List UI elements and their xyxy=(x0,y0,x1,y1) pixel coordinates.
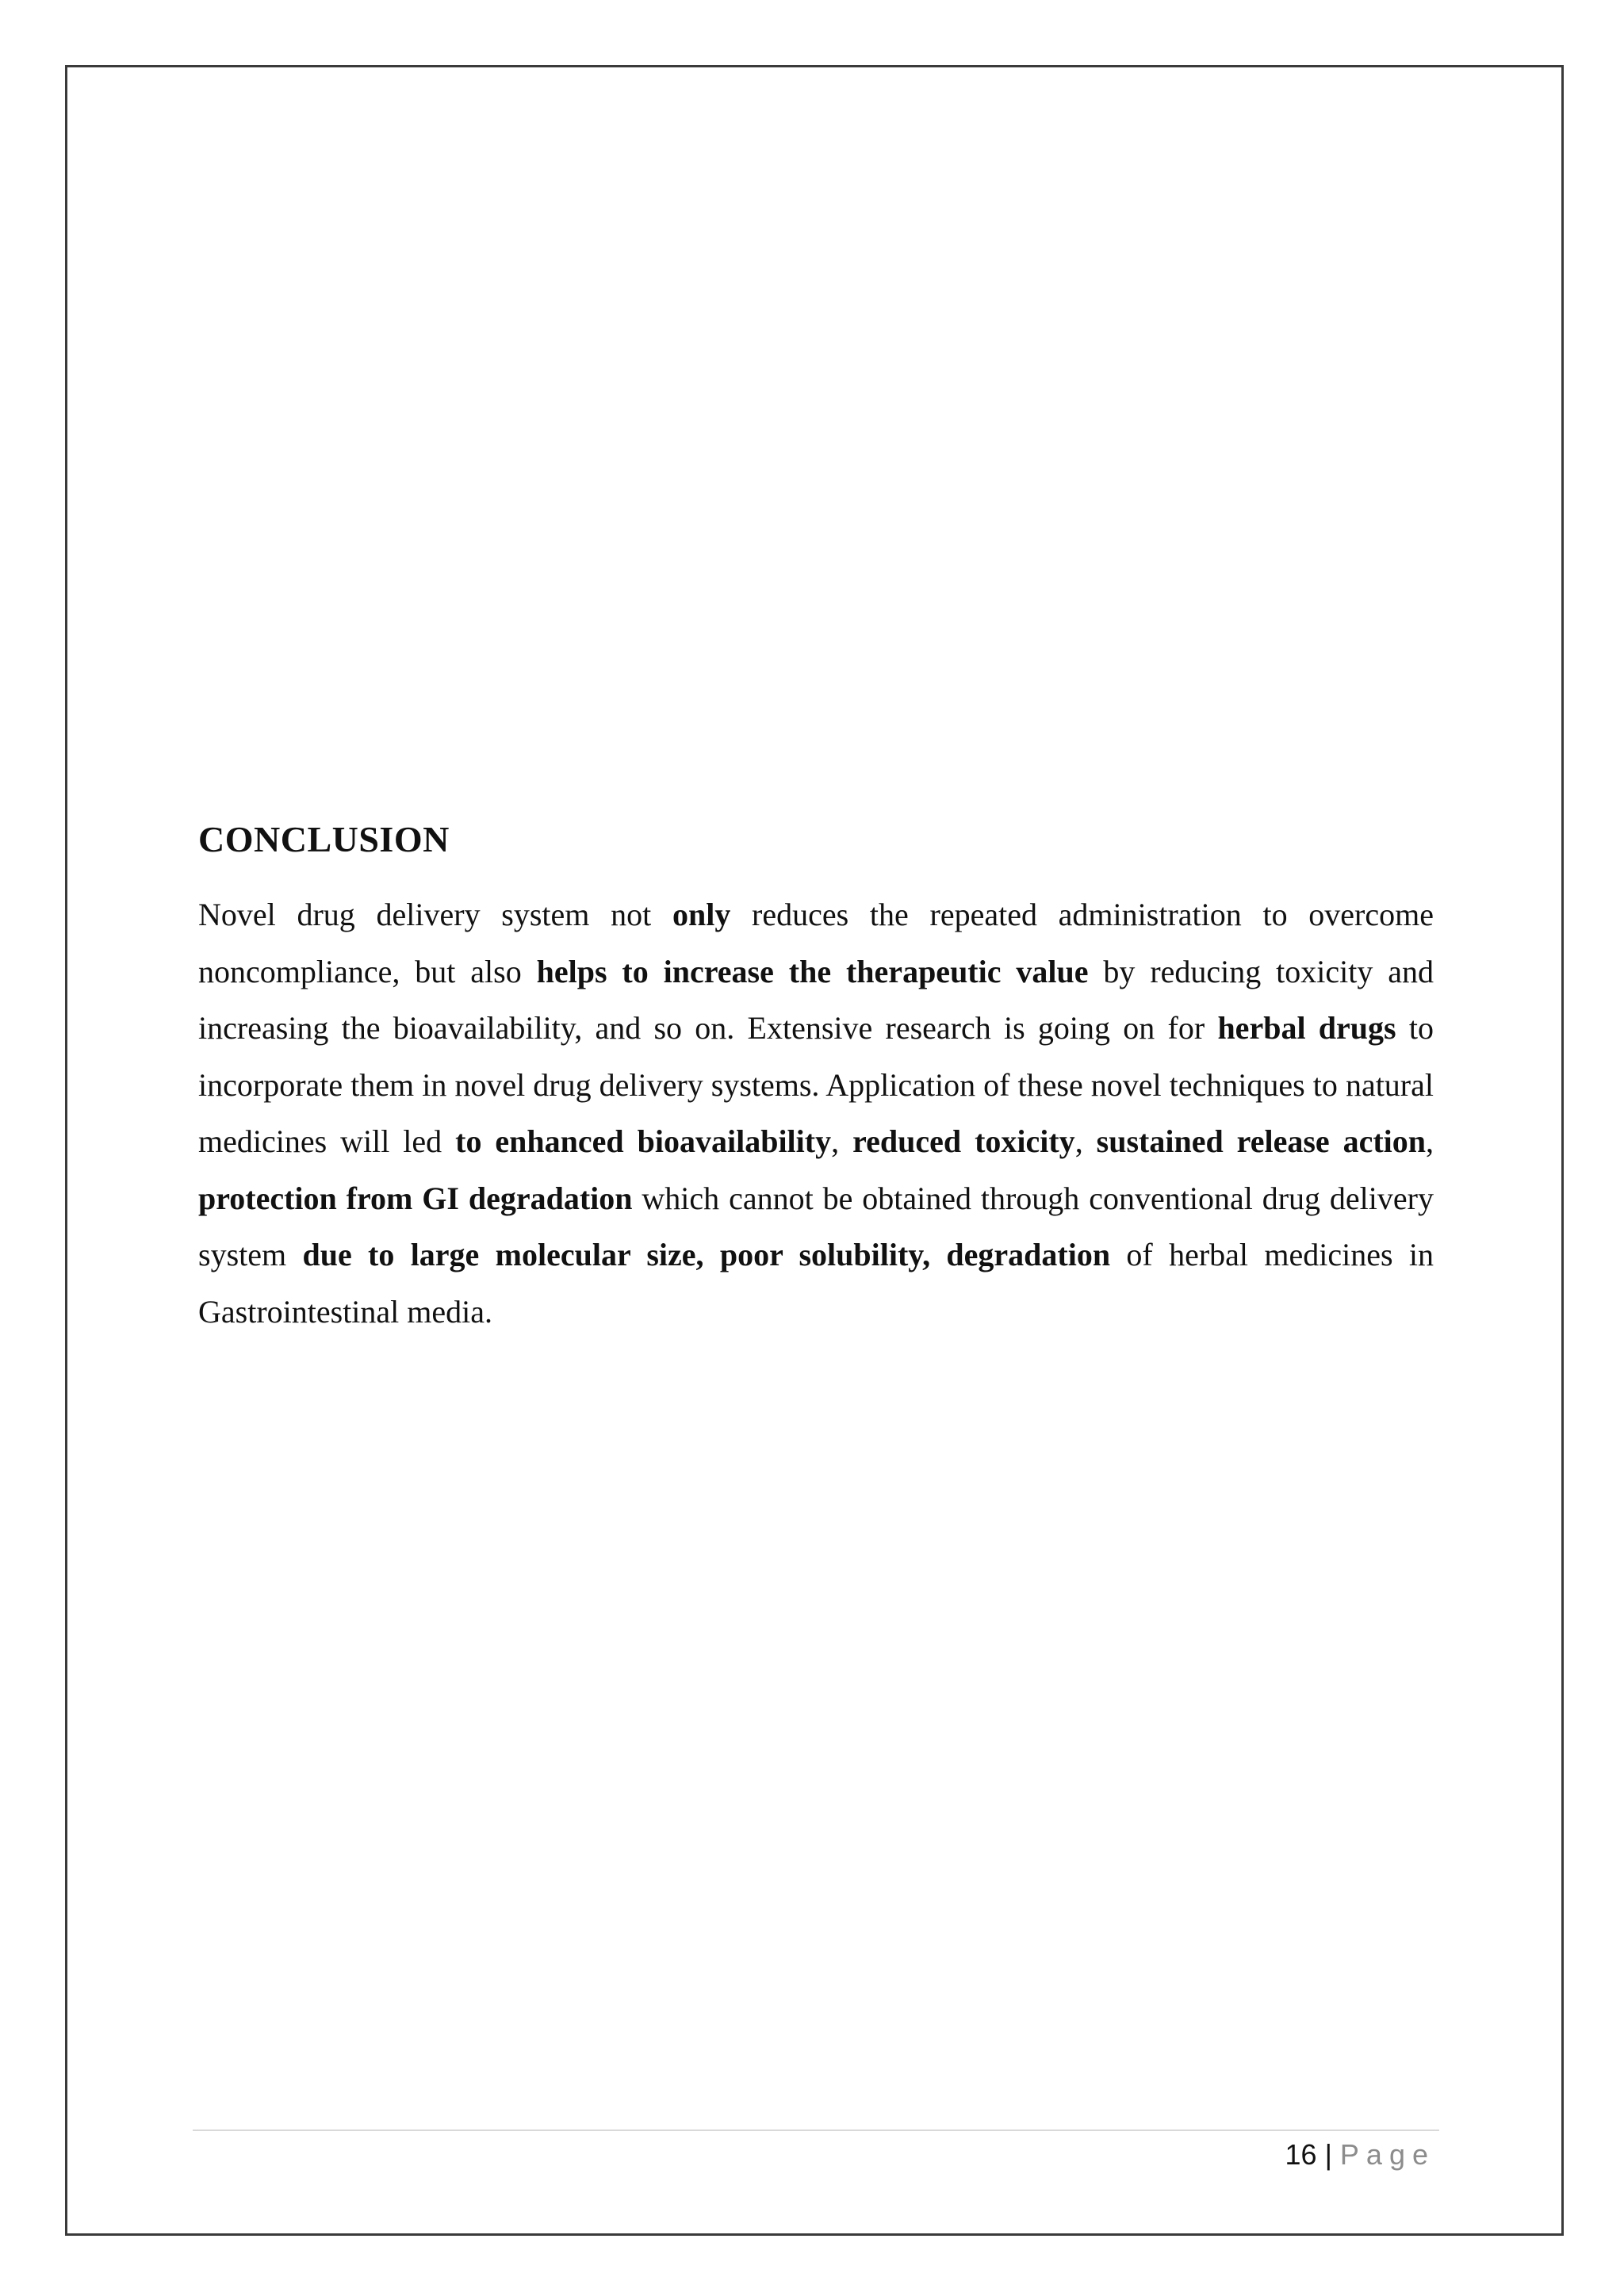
paragraph-segment: to incorporate them in novel drug delivery systems. Application of these novel techniques to natural medicines will led xyxy=(198,1010,1434,1159)
paragraph-segment-bold: reduced toxicity xyxy=(852,1123,1075,1159)
paragraph-segment-bold: to enhanced bioavailability xyxy=(455,1123,832,1159)
paragraph-segment: by reducing toxicity and increasing the bioavailability, and so on. Extensive research is going on for xyxy=(198,953,1434,1046)
paragraph-segment: , xyxy=(1426,1123,1434,1159)
document-body xyxy=(198,817,1434,1340)
page-number: 16 xyxy=(1285,2138,1317,2171)
paragraph-segment: , xyxy=(1074,1123,1097,1159)
paragraph-segment: Novel drug delivery system not xyxy=(198,897,672,932)
paragraph-segment: reduces the repeated administration to overcome noncompliance, but also xyxy=(198,897,1434,989)
paragraph-segment-bold: due to large molecular size, poor solubility, degradation xyxy=(302,1237,1111,1272)
page-footer xyxy=(1285,2137,1435,2172)
paragraph-segment: which cannot be obtained through conventional drug delivery system xyxy=(198,1180,1434,1272)
paragraph-segment-bold: protection from GI degradation xyxy=(198,1180,633,1216)
paragraph-segment-bold: only xyxy=(672,897,731,932)
footer-separator: | xyxy=(1324,2138,1332,2171)
paragraph-segment-bold: herbal drugs xyxy=(1217,1010,1396,1046)
paragraph-segment: , xyxy=(831,1123,853,1159)
section-heading: CONCLUSION xyxy=(198,819,450,859)
paragraph-segment: of herbal medicines in Gastrointestinal media. xyxy=(198,1237,1434,1330)
paragraph-segment-bold: helps to increase the therapeutic value xyxy=(536,953,1089,989)
paragraph-segment-bold: sustained release action xyxy=(1096,1123,1427,1159)
conclusion-paragraph xyxy=(198,886,1434,1340)
page-label: Page xyxy=(1339,2138,1435,2171)
footer-divider xyxy=(193,2130,1439,2131)
